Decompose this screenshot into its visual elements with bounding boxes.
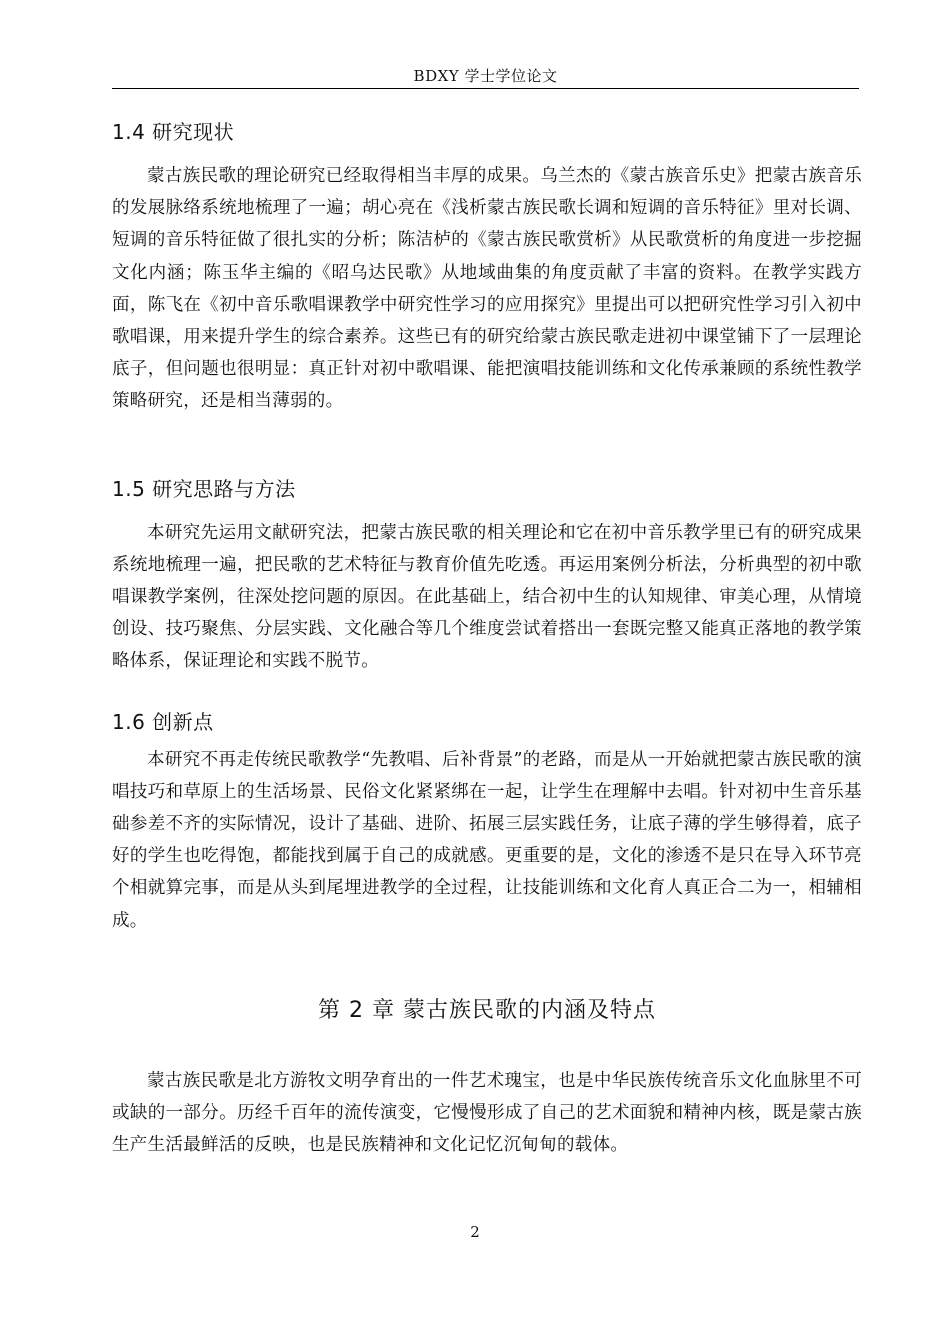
section-heading-1-5: 1.5 研究思路与方法: [112, 476, 296, 501]
paragraph-research-method: 本研究先运用文献研究法，把蒙古族民歌的相关理论和它在初中音乐教学里已有的研究成果系统地梳理一遍，把民歌的艺术特征与教育价值先吃透。再运用案例分析法，分析典型的初中歌唱课教学案例，往深处挖问题的原因。在此基础上，结合初中生的认知规律、审美心理，从情境创设、技巧聚焦、分层实践、文化融合等几个维度尝试着搭出一套既完整又能真正落地的教学策略体系，保证理论和实践不脱节。: [112, 522, 862, 672]
section-heading-1-6: 1.6 创新点: [112, 709, 214, 734]
paragraph-innovation: 本研究不再走传统民歌教学“先教唱、后补背景”的老路，而是从一开始就把蒙古族民歌的演唱技巧和草原上的生活场景、民俗文化紧紧绑在一起，让学生在理解中去唱。针对初中生音乐基础参差不齐的实际情况，设计了基础、进阶、拓展三层实践任务，让底子薄的学生够得着，底子好的学生也吃得饱，都能找到属于自己的成就感。更重要的是，文化的渗透不是只在导入环节亮个相就算完事，而是从头到尾埋进教学的全过程，让技能训练和文化育人真正合二为一，相辅相成。: [112, 749, 862, 931]
chapter-title: 第 2 章 蒙古族民歌的内涵及特点: [318, 997, 656, 1023]
paragraph-chapter-intro: 蒙古族民歌是北方游牧文明孕育出的一件艺术瑰宝，也是中华民族传统音乐文化血脉里不可或缺的一部分。历经千百年的流传演变，它慢慢形成了自己的艺术面貌和精神内核，既是蒙古族生产生活最鲜活的反映，也是民族精神和文化记忆沉甸甸的载体。: [112, 1070, 862, 1156]
page-content: [112, 116, 862, 1161]
running-header: BDXY 学士学位论文: [112, 64, 859, 89]
paragraph-research-status: 蒙古族民歌的理论研究已经取得相当丰厚的成果。乌兰杰的《蒙古族音乐史》把蒙古族音乐的发展脉络系统地梳理了一遍；胡心亮在《浅析蒙古族民歌长调和短调的音乐特征》里对长调、短调的音乐特征做了很扎实的分析；陈洁栌的《蒙古族民歌赏析》从民歌赏析的角度进一步挖掘文化内涵；陈玉华主编的《昭乌达民歌》从地域曲集的角度贡献了丰富的资料。在教学实践方面，陈飞在《初中音乐歌唱课教学中研究性学习的应用探究》里提出可以把研究性学习引入初中歌唱课，用来提升学生的综合素养。这些已有的研究给蒙古族民歌走进初中课堂铺下了一层理论底子，但问题也很明显：真正针对初中歌唱课、能把演唱技能训练和文化传承兼顾的系统性教学策略研究，还是相当薄弱的。: [112, 166, 862, 412]
page-number: 2: [470, 1223, 480, 1241]
section-heading-1-4: 1.4 研究现状: [112, 120, 235, 144]
